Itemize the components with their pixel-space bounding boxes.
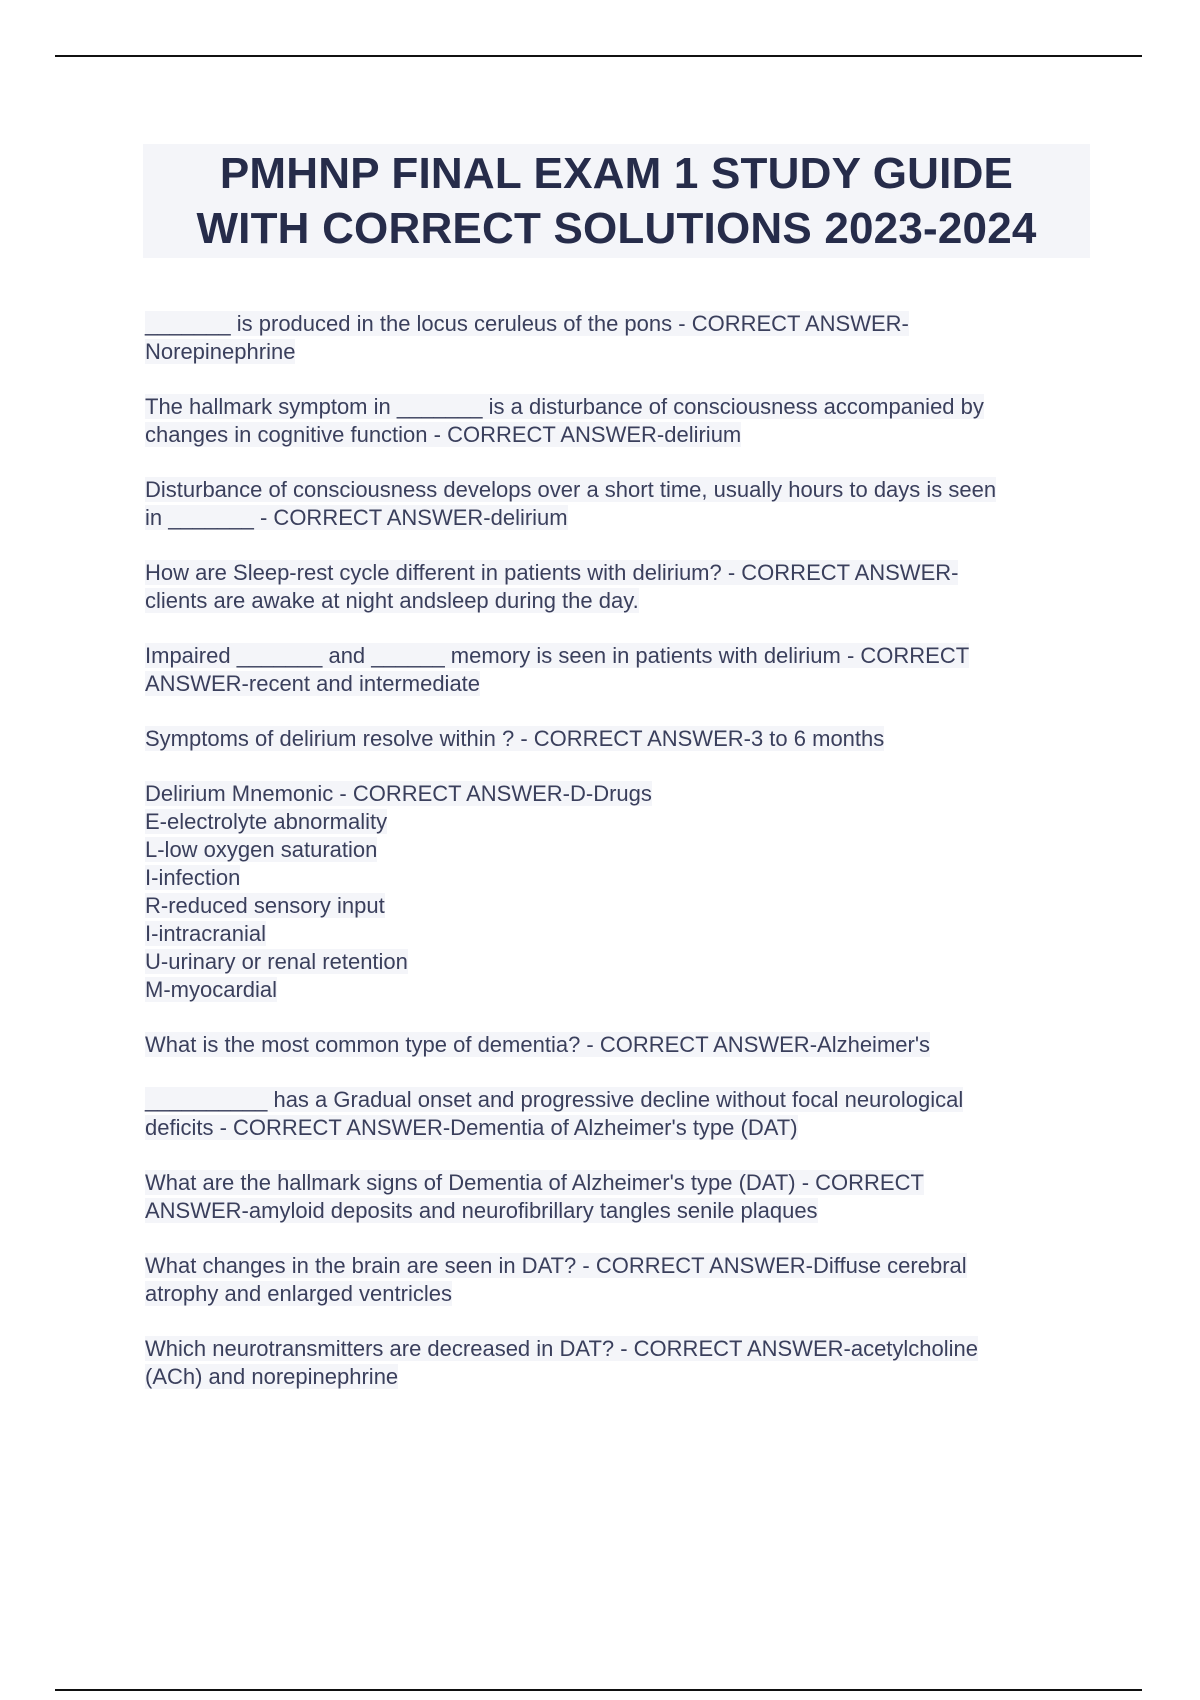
mnemonic-line: L-low oxygen saturation <box>145 837 378 862</box>
bottom-rule <box>55 1689 1142 1691</box>
qa-line: ANSWER-amyloid deposits and neurofibrillary tangles senile plaques <box>145 1198 818 1223</box>
qa-list <box>145 310 1090 1418</box>
qa-item <box>145 1169 1090 1225</box>
mnemonic-line: I-intracranial <box>145 921 267 946</box>
document-title <box>143 144 1090 258</box>
qa-item <box>145 642 1090 698</box>
qa-item <box>145 310 1090 366</box>
qa-line: Norepinephrine <box>145 339 296 364</box>
qa-item <box>145 476 1090 532</box>
qa-line: Symptoms of delirium resolve within ? - CORRECT ANSWER-3 to 6 months <box>145 726 885 751</box>
qa-line: _______ is produced in the locus ceruleus of the pons - CORRECT ANSWER- <box>145 311 909 336</box>
mnemonic-line: U-urinary or renal retention <box>145 949 408 974</box>
qa-line: changes in cognitive function - CORRECT ANSWER-delirium <box>145 422 742 447</box>
mnemonic-line: M-myocardial <box>145 977 278 1002</box>
mnemonic-line: R-reduced sensory input <box>145 893 385 918</box>
qa-line: Disturbance of consciousness develops over a short time, usually hours to days is seen <box>145 477 997 502</box>
qa-line: What changes in the brain are seen in DAT? - CORRECT ANSWER-Diffuse cerebral <box>145 1253 967 1278</box>
mnemonic-line: E-electrolyte abnormality <box>145 809 388 834</box>
qa-item <box>145 1031 1090 1059</box>
qa-item <box>145 559 1090 615</box>
qa-item <box>145 1086 1090 1142</box>
qa-item <box>145 725 1090 753</box>
qa-line: What is the most common type of dementia? - CORRECT ANSWER-Alzheimer's <box>145 1032 931 1057</box>
qa-line: __________ has a Gradual onset and progressive decline without focal neurological <box>145 1087 964 1112</box>
qa-line: clients are awake at night andsleep during the day. <box>145 588 639 613</box>
qa-line: atrophy and enlarged ventricles <box>145 1281 452 1306</box>
qa-line: in _______ - CORRECT ANSWER-delirium <box>145 505 568 530</box>
qa-line: The hallmark symptom in _______ is a disturbance of consciousness accompanied by <box>145 394 984 419</box>
qa-item <box>145 393 1090 449</box>
qa-line: Delirium Mnemonic - CORRECT ANSWER-D-Drugs <box>145 781 652 806</box>
mnemonic-line: I-infection <box>145 865 241 890</box>
qa-line: ANSWER-recent and intermediate <box>145 671 481 696</box>
title-line-2: WITH CORRECT SOLUTIONS 2023-2024 <box>196 204 1037 253</box>
title-line-1: PMHNP FINAL EXAM 1 STUDY GUIDE <box>219 149 1014 198</box>
qa-item-mnemonic <box>145 780 1090 1004</box>
top-rule <box>55 55 1142 57</box>
qa-line: How are Sleep-rest cycle different in patients with delirium? - CORRECT ANSWER- <box>145 560 959 585</box>
qa-line: (ACh) and norepinephrine <box>145 1364 399 1389</box>
qa-line: deficits - CORRECT ANSWER-Dementia of Alzheimer's type (DAT) <box>145 1115 798 1140</box>
qa-line: What are the hallmark signs of Dementia of Alzheimer's type (DAT) - CORRECT <box>145 1170 924 1195</box>
qa-item <box>145 1335 1090 1391</box>
qa-item <box>145 1252 1090 1308</box>
qa-line: Which neurotransmitters are decreased in DAT? - CORRECT ANSWER-acetylcholine <box>145 1336 979 1361</box>
qa-line: Impaired _______ and ______ memory is seen in patients with delirium - CORRECT <box>145 643 970 668</box>
